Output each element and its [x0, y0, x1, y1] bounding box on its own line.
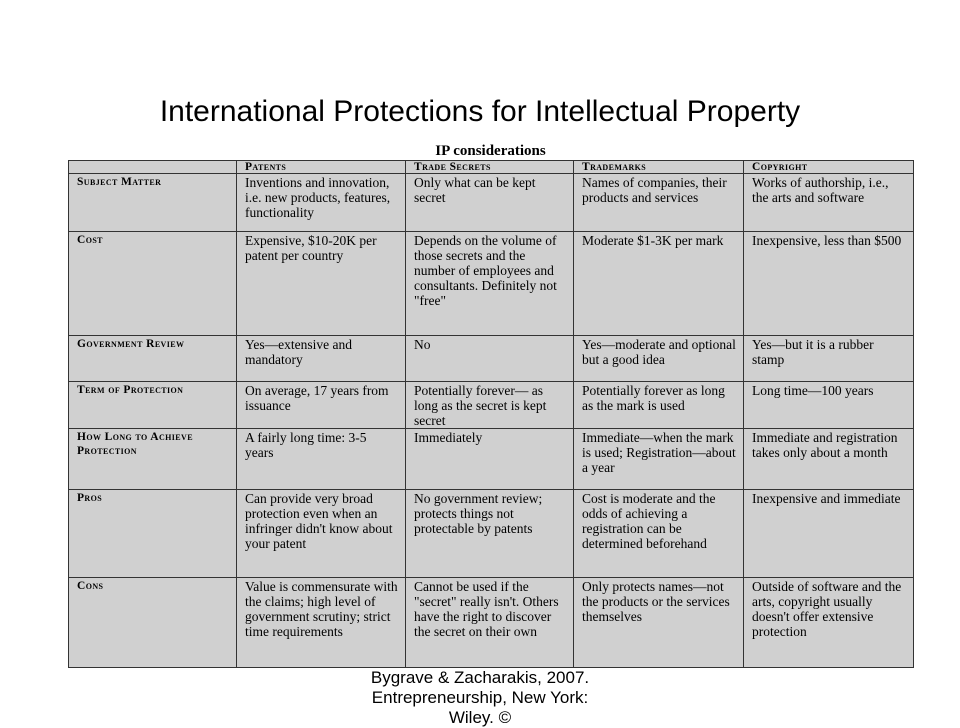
column-header-trademarks: Trademarks: [574, 161, 744, 174]
header-row: [69, 161, 914, 174]
corner-header-cell: [69, 161, 237, 174]
ip-considerations-figure: [68, 143, 913, 670]
table-row: [69, 578, 914, 668]
table-cell: Cost is moderate and the odds of achieving a registration can be determined beforehand: [574, 490, 744, 578]
table-cell: Inventions and innovation, i.e. new products, features, functionality: [237, 174, 406, 232]
table-cell: No: [406, 336, 574, 382]
table-cell: Immediate and registration takes only about a month: [744, 429, 914, 490]
table-row: [69, 174, 914, 232]
table-cell: On average, 17 years from issuance: [237, 382, 406, 429]
row-header-government-review: Government Review: [69, 336, 237, 382]
source-citation: [330, 668, 630, 728]
source-citation-line: Wiley. ©: [448, 708, 512, 727]
source-citation-line: Entrepreneurship, New York:: [371, 688, 589, 707]
table-cell: Moderate $1-3K per mark: [574, 232, 744, 336]
table-row: [69, 490, 914, 578]
slide-title: International Protections for Intellectual Property: [159, 95, 801, 128]
column-header-patents: Patents: [237, 161, 406, 174]
row-header-cons: Cons: [69, 578, 237, 668]
column-header-trade-secrets: Trade Secrets: [406, 161, 574, 174]
table-cell: Yes—extensive and mandatory: [237, 336, 406, 382]
row-header-term-of-protection: Term of Protection: [69, 382, 237, 429]
table-cell: Only what can be kept secret: [406, 174, 574, 232]
row-header-subject-matter: Subject Matter: [69, 174, 237, 232]
table-cell: Inexpensive and immediate: [744, 490, 914, 578]
table-cell: Potentially forever as long as the mark is used: [574, 382, 744, 429]
column-header-copyright: Copyright: [744, 161, 914, 174]
table-cell: A fairly long time: 3-5 years: [237, 429, 406, 490]
table-cell: Only protects names—not the products or the services themselves: [574, 578, 744, 668]
table-row: [69, 429, 914, 490]
table-cell: Works of authorship, i.e., the arts and software: [744, 174, 914, 232]
table-cell: Outside of software and the arts, copyright usually doesn't offer extensive protection: [744, 578, 914, 668]
table-cell: No government review; protects things not protectable by patents: [406, 490, 574, 578]
table-cell: Long time—100 years: [744, 382, 914, 429]
table-cell: Immediate—when the mark is used; Registration—about a year: [574, 429, 744, 490]
table-cell: Expensive, $10-20K per patent per country: [237, 232, 406, 336]
table-cell: Cannot be used if the "secret" really isn't. Others have the right to discover the secret on their own: [406, 578, 574, 668]
table-cell: Yes—but it is a rubber stamp: [744, 336, 914, 382]
row-header-how-long-to-achieve-protection: How Long to Achieve Protection: [69, 429, 237, 490]
table-row: [69, 232, 914, 336]
table-cell: Potentially forever— as long as the secret is kept secret: [406, 382, 574, 429]
source-citation-line: Bygrave & Zacharakis, 2007.: [370, 668, 590, 687]
table-cell: Yes—moderate and optional but a good idea: [574, 336, 744, 382]
table-cell: Immediately: [406, 429, 574, 490]
table-cell: Depends on the volume of those secrets and the number of employees and consultants. Definitely not "free": [406, 232, 574, 336]
table-cell: Names of companies, their products and services: [574, 174, 744, 232]
table-row: [69, 336, 914, 382]
ip-considerations-table: [68, 160, 914, 668]
table-cell: Can provide very broad protection even when an infringer didn't know about your patent: [237, 490, 406, 578]
row-header-cost: Cost: [69, 232, 237, 336]
table-cell: Value is commensurate with the claims; high level of government scrutiny; strict time requirements: [237, 578, 406, 668]
table-cell: Inexpensive, less than $500: [744, 232, 914, 336]
table-row: [69, 382, 914, 429]
table-caption: IP considerations: [435, 143, 546, 159]
row-header-pros: Pros: [69, 490, 237, 578]
